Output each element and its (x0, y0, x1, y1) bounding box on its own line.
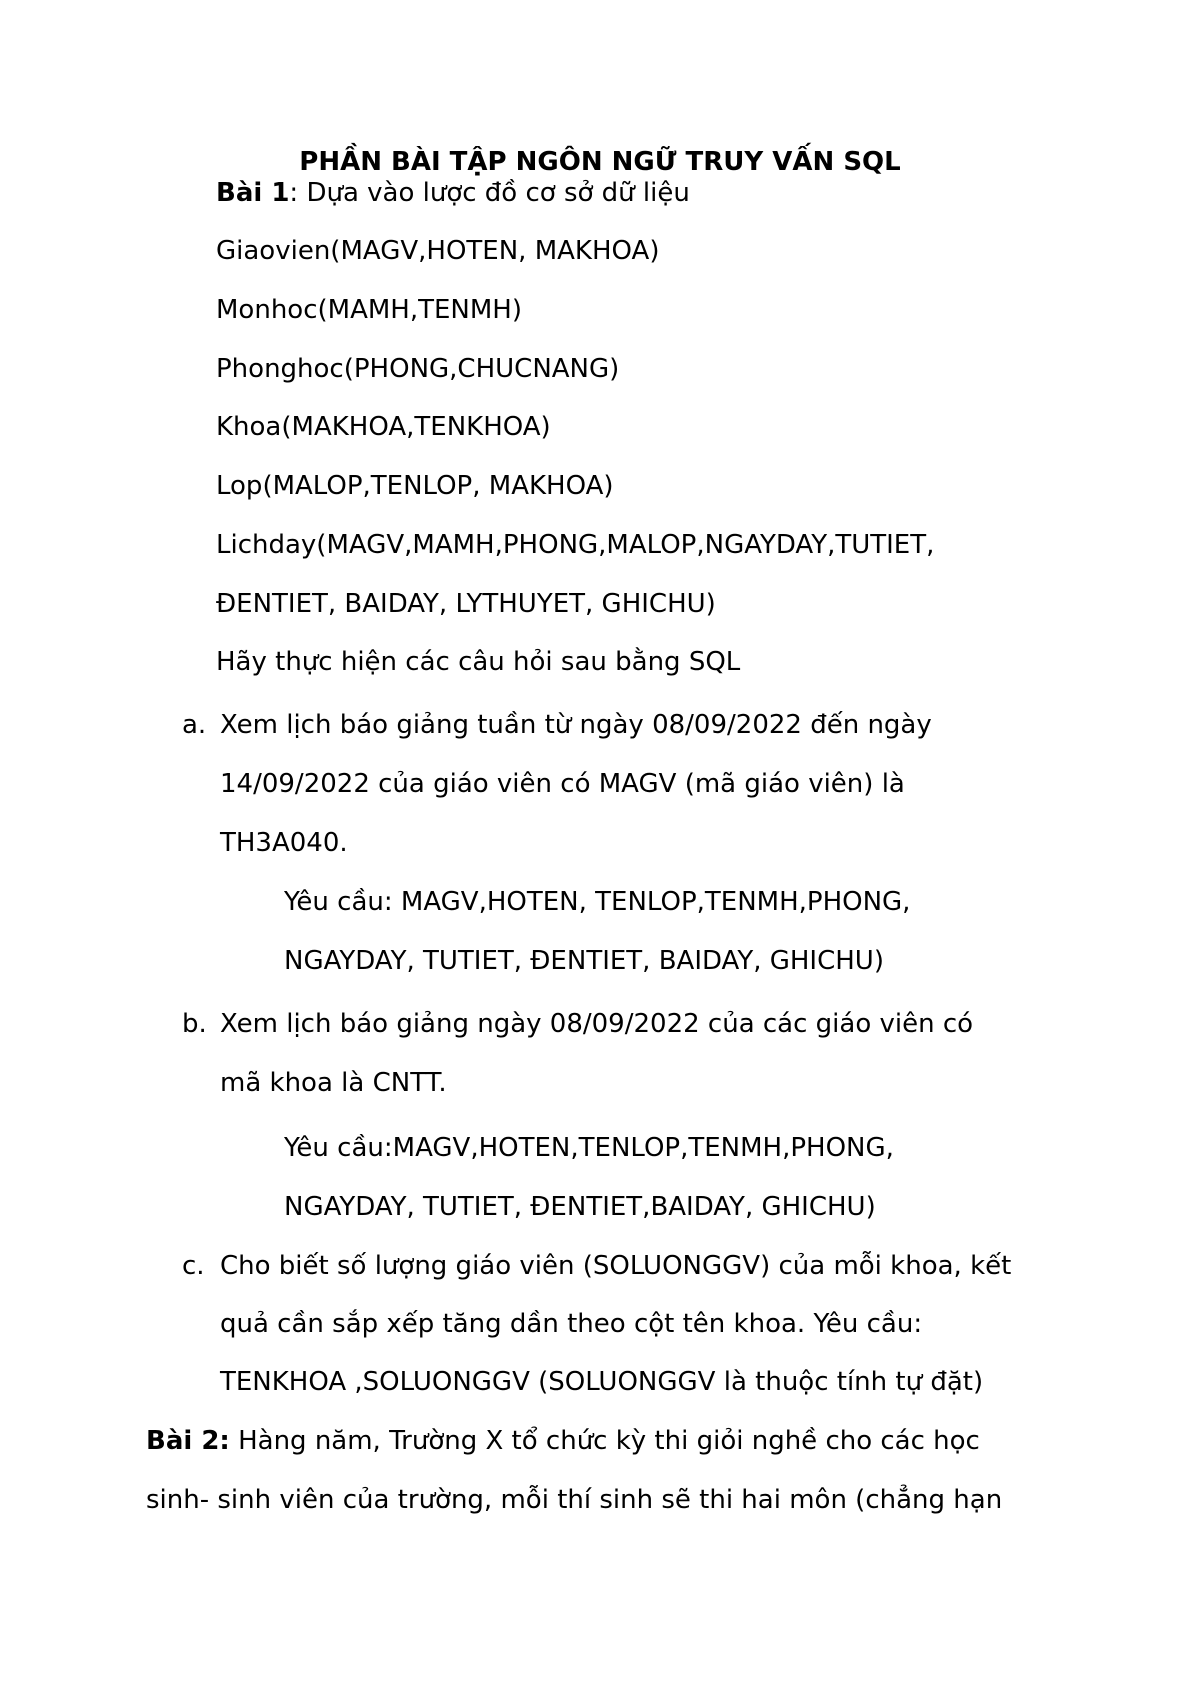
schema-line: Khoa(MAKHOA,TENKHOA) (216, 412, 551, 442)
bai1-heading (216, 176, 690, 210)
bai1-prompt: Hãy thực hiện các câu hỏi sau bằng SQL (216, 647, 741, 677)
schema-line: Lichday(MAGV,MAMH,PHONG,MALOP,NGAYDAY,TUTIET, (216, 530, 935, 560)
schema-line: Monhoc(MAMH,TENMH) (216, 295, 522, 325)
question-a-line: 14/09/2022 của giáo viên có MAGV (mã giáo viên) là (220, 769, 905, 799)
question-c-line: TENKHOA ,SOLUONGGV (SOLUONGGV là thuộc tính tự đặt) (220, 1367, 984, 1397)
question-a-line: Xem lịch báo giảng tuần từ ngày 08/09/2022 đến ngày (220, 710, 932, 740)
bai2-line (146, 1424, 980, 1458)
schema-line: Phonghoc(PHONG,CHUCNANG) (216, 354, 620, 384)
bai1-intro: : Dựa vào lược đồ cơ sở dữ liệu (289, 178, 690, 208)
question-b-line: mã khoa là CNTT. (220, 1068, 447, 1098)
question-a-marker: a. (182, 710, 207, 740)
question-a-requirement: Yêu cầu: MAGV,HOTEN, TENLOP,TENMH,PHONG, (284, 887, 911, 917)
page-title: PHẦN BÀI TẬP NGÔN NGỮ TRUY VẤN SQL (299, 147, 901, 177)
bai2-line: sinh- sinh viên của trường, mỗi thí sinh sẽ thi hai môn (chẳng hạn (146, 1485, 1003, 1515)
question-b-marker: b. (182, 1009, 207, 1039)
bai2-label: Bài 2: (146, 1426, 230, 1456)
question-b-requirement: Yêu cầu:MAGV,HOTEN,TENLOP,TENMH,PHONG, (284, 1133, 894, 1163)
question-b-requirement: NGAYDAY, TUTIET, ĐENTIET,BAIDAY, GHICHU) (284, 1192, 876, 1222)
question-c-line: Cho biết số lượng giáo viên (SOLUONGGV) của mỗi khoa, kết (220, 1251, 1012, 1281)
question-b-line: Xem lịch báo giảng ngày 08/09/2022 của các giáo viên có (220, 1009, 974, 1039)
question-a-requirement: NGAYDAY, TUTIET, ĐENTIET, BAIDAY, GHICHU) (284, 946, 884, 976)
schema-line: Giaovien(MAGV,HOTEN, MAKHOA) (216, 236, 660, 266)
schema-line: Lop(MALOP,TENLOP, MAKHOA) (216, 471, 614, 501)
schema-line: ĐENTIET, BAIDAY, LYTHUYET, GHICHU) (216, 589, 716, 619)
question-c-line: quả cần sắp xếp tăng dần theo cột tên khoa. Yêu cầu: (220, 1309, 923, 1339)
bai1-label: Bài 1 (216, 178, 290, 208)
question-a-line: TH3A040. (220, 828, 348, 858)
bai2-text: Hàng năm, Trường X tổ chức kỳ thi giỏi nghề cho các học (229, 1426, 980, 1456)
question-c-marker: c. (182, 1251, 205, 1281)
